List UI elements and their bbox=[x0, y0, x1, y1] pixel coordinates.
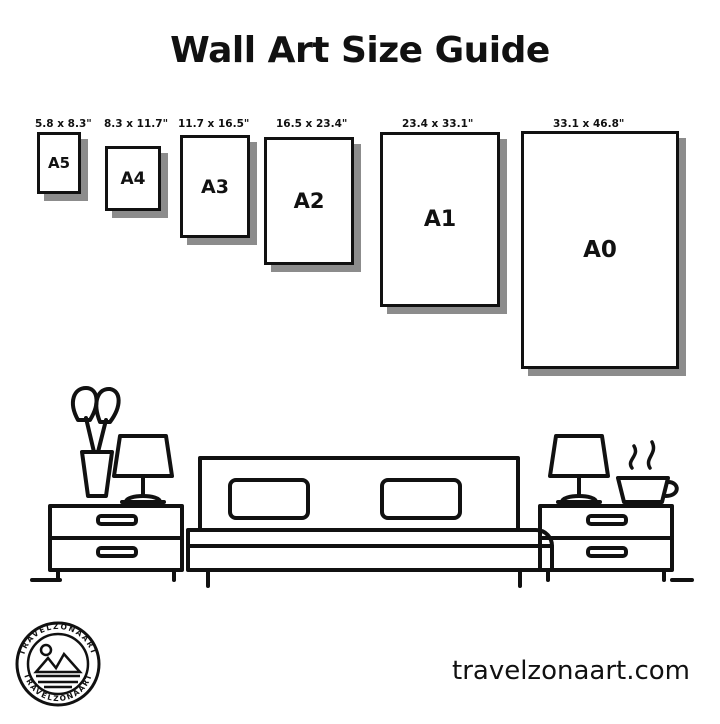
frame-label: A4 bbox=[120, 168, 146, 189]
pillow-right bbox=[382, 480, 460, 518]
pillow-left bbox=[230, 480, 308, 518]
frame-a1[interactable] bbox=[380, 132, 500, 307]
mattress bbox=[188, 530, 552, 570]
frame-a0[interactable] bbox=[521, 131, 679, 369]
drawer-handle[interactable] bbox=[588, 516, 626, 524]
steam-right bbox=[648, 442, 653, 468]
frame-a3[interactable] bbox=[180, 135, 250, 238]
lamp-shade-left bbox=[114, 436, 172, 476]
logo-text-top: TRAVELZONAART bbox=[17, 621, 99, 657]
bedroom-scene bbox=[0, 380, 720, 605]
frame-box bbox=[37, 132, 81, 194]
nightstand-left bbox=[50, 506, 182, 580]
website-url[interactable]: travelzonaart.com bbox=[452, 656, 690, 686]
frame-label: A1 bbox=[423, 207, 457, 232]
frame-dimension-a0: 33.1 x 46.8" bbox=[553, 118, 625, 130]
drawer-handle[interactable] bbox=[98, 516, 136, 524]
lamp-shade-right bbox=[550, 436, 608, 476]
bed bbox=[188, 458, 552, 586]
frame-dimension-a1: 23.4 x 33.1" bbox=[402, 118, 474, 130]
drawer-handle[interactable] bbox=[98, 548, 136, 556]
table-lamp-right bbox=[550, 436, 608, 502]
mountain-icon bbox=[36, 654, 80, 672]
frame-label: A2 bbox=[293, 189, 325, 213]
frame-box bbox=[180, 135, 250, 238]
frame-box bbox=[521, 131, 679, 369]
frame-a5[interactable] bbox=[37, 132, 81, 194]
frame-a4[interactable] bbox=[105, 146, 161, 211]
frame-box bbox=[380, 132, 500, 307]
leaf-left bbox=[73, 388, 97, 420]
frame-label: A3 bbox=[201, 175, 229, 198]
brand-logo bbox=[0, 608, 160, 720]
vase-body bbox=[82, 452, 112, 496]
footer bbox=[0, 608, 720, 720]
steam-left bbox=[630, 446, 635, 468]
frame-box bbox=[105, 146, 161, 211]
frame-dimension-a4: 8.3 x 11.7" bbox=[104, 118, 169, 130]
moon-icon bbox=[41, 645, 51, 655]
frame-dimension-a2: 16.5 x 23.4" bbox=[276, 118, 348, 130]
frame-dimension-a5: 5.8 x 8.3" bbox=[35, 118, 92, 130]
logo-mountain-scene bbox=[36, 645, 80, 687]
stem-right bbox=[98, 420, 106, 452]
leaf-right bbox=[96, 389, 118, 422]
nightstand-right bbox=[540, 506, 672, 580]
cup-body bbox=[618, 478, 668, 502]
frame-label: A0 bbox=[583, 237, 617, 263]
bedroom-illustration bbox=[0, 380, 720, 605]
coffee-cup bbox=[618, 442, 677, 502]
frame-dimension-a3: 11.7 x 16.5" bbox=[178, 118, 250, 130]
drawer-handle[interactable] bbox=[588, 548, 626, 556]
stem-left bbox=[86, 418, 94, 452]
frame-box bbox=[264, 137, 354, 265]
vase-with-plant bbox=[73, 388, 119, 496]
table-lamp-left bbox=[114, 436, 172, 502]
frame-label: A5 bbox=[47, 154, 71, 172]
frame-a2[interactable] bbox=[264, 137, 354, 265]
logo-text-bottom: TRAVELZONAART bbox=[21, 672, 95, 704]
page-title: Wall Art Size Guide bbox=[170, 30, 550, 71]
